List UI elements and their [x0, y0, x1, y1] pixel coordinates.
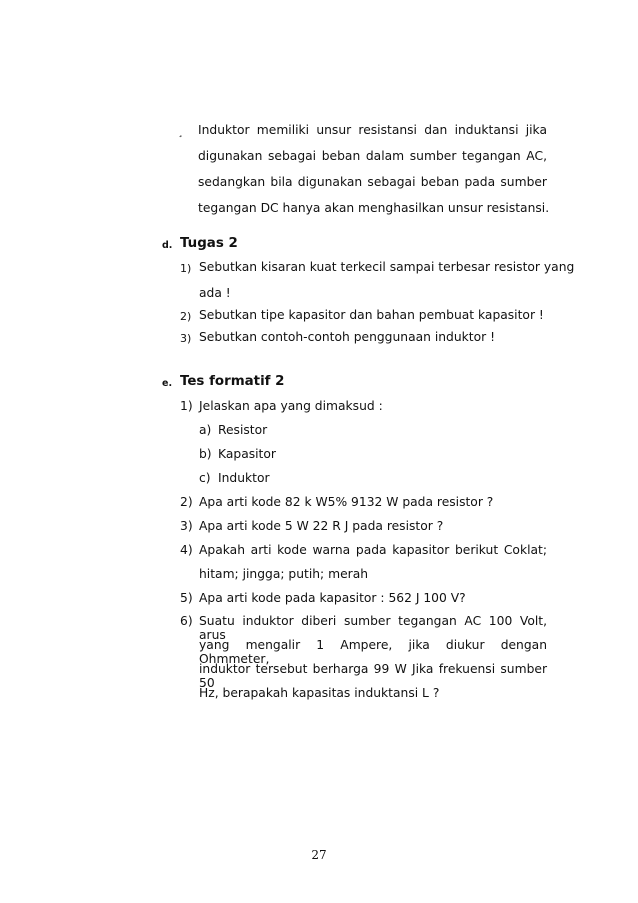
quiz-1-sub-a-text: Resistor: [218, 423, 268, 437]
quiz-1-sub-b-letter: b): [199, 447, 212, 461]
task-3-number: 3): [180, 332, 192, 345]
page-number: 27: [311, 848, 327, 862]
quiz-6-text: Suatu induktor diberi sumber tegangan AC 100 Volt, arus: [199, 614, 547, 642]
section-e-letter: e.: [162, 378, 173, 389]
task-2-number: 2): [180, 310, 192, 323]
quiz-5-number: 5): [180, 591, 193, 605]
quiz-6-text-cont: Hz, berapakah kapasitas induktansi L ?: [199, 686, 440, 700]
quiz-2-text: Apa arti kode 82 k W5% 9132 W pada resistor ?: [199, 495, 494, 509]
section-e-title: Tes formatif 2: [180, 374, 285, 389]
quiz-2-number: 2): [180, 495, 193, 509]
quiz-5-text: Apa arti kode pada kapasitor : 562 J 100 V?: [199, 591, 466, 605]
quiz-1-sub-c-letter: c): [199, 471, 211, 485]
quiz-1-sub-a-letter: a): [199, 423, 212, 437]
quiz-1-sub-b-text: Kapasitor: [218, 447, 276, 461]
intro-line: tegangan DC hanya akan menghasilkan unsur resistansi.: [198, 201, 550, 215]
intro-paragraph: [198, 117, 550, 221]
task-2-text: Sebutkan tipe kapasitor dan bahan pembuat kapasitor !: [199, 308, 544, 322]
quiz-1-text: Jelaskan apa yang dimaksud :: [199, 399, 383, 413]
task-3-text: Sebutkan contoh-contoh penggunaan induktor !: [199, 330, 496, 344]
quiz-3-number: 3): [180, 519, 193, 533]
task-1-text: Sebutkan kisaran kuat terkecil sampai terbesar resistor yang: [199, 260, 575, 274]
quiz-4-text: Apakah arti kode warna pada kapasitor berikut Coklat;: [199, 543, 547, 557]
quiz-4-text-cont: hitam; jingga; putih; merah: [199, 567, 369, 581]
intro-line: sedangkan bila digunakan sebagai beban pada sumber: [198, 175, 547, 189]
task-1-text-cont: ada !: [199, 286, 231, 300]
bullet-mark: ¸: [178, 127, 183, 138]
intro-line: Induktor memiliki unsur resistansi dan induktansi jika: [198, 123, 547, 137]
quiz-1-sub-c-text: Induktor: [218, 471, 270, 485]
task-1-number: 1): [180, 262, 192, 275]
quiz-1-number: 1): [180, 399, 193, 413]
quiz-4-number: 4): [180, 543, 193, 557]
quiz-6-text-cont: induktor tersebut berharga 99 W Jika frekuensi sumber 50: [199, 662, 547, 690]
section-d-letter: d.: [162, 240, 173, 251]
section-d-title: Tugas 2: [180, 236, 238, 251]
quiz-6-number: 6): [180, 614, 193, 628]
quiz-3-text: Apa arti kode 5 W 22 R J pada resistor ?: [199, 519, 444, 533]
intro-line: digunakan sebagai beban dalam sumber tegangan AC,: [198, 149, 547, 163]
quiz-6-text-cont: yang mengalir 1 Ampere, jika diukur dengan Ohmmeter,: [199, 638, 547, 666]
